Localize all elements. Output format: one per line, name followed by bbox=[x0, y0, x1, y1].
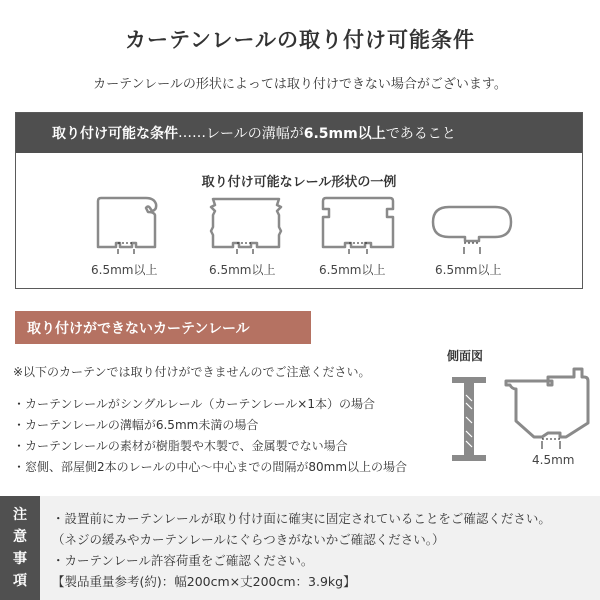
condition-text-post: であること bbox=[385, 126, 456, 142]
caution-tag-char: 事 bbox=[13, 551, 27, 567]
caution-tag bbox=[0, 496, 40, 600]
condition-dots: …… bbox=[178, 125, 206, 141]
caution-tag-char: 意 bbox=[13, 529, 27, 545]
rail-label-3: 6.5mm以上 bbox=[319, 263, 386, 277]
side-profile-rail-icon bbox=[500, 363, 592, 453]
page-subtitle: カーテンレールの形状によっては取り付けできない場合がございます。 bbox=[93, 77, 507, 92]
rail-label-2: 6.5mm以上 bbox=[209, 263, 276, 277]
rail-shape-4-icon bbox=[427, 193, 517, 255]
list-item: ・カーテンレールの溝幅が6.5mm未満の場合 bbox=[13, 418, 259, 432]
condition-text-pre: レールの溝幅が bbox=[206, 126, 304, 142]
side-view-dimension: 4.5mm bbox=[532, 453, 575, 467]
rail-shape-1-icon bbox=[88, 193, 168, 255]
caution-line: ・カーテンレール許容荷重をご確認ください。 bbox=[52, 553, 314, 568]
caution-tag-char: 項 bbox=[13, 573, 27, 589]
rail-label-1: 6.5mm以上 bbox=[91, 263, 158, 277]
condition-header bbox=[16, 113, 582, 153]
rail-shape-3-icon bbox=[313, 193, 403, 255]
condition-label: 取り付け可能な条件 bbox=[52, 126, 178, 142]
examples-title: 取り付け可能なレール形状の一例 bbox=[201, 175, 397, 190]
ng-bullet-list bbox=[13, 394, 407, 478]
caution-line: （ネジの緩みやカーテンレールにぐらつきがないかご確認ください。） bbox=[52, 532, 445, 547]
caution-footer bbox=[0, 496, 600, 600]
ng-rail-tag: 取り付けができないカーテンレール bbox=[15, 311, 311, 344]
condition-text-bold: 6.5mm以上 bbox=[303, 126, 386, 142]
caution-tag-char: 注 bbox=[13, 507, 27, 523]
list-item: ・カーテンレールがシングルレール（カーテンレール×1本）の場合 bbox=[13, 397, 375, 411]
caution-line: 【製品重量参考(約)：幅200cm×丈200cm：3.9kg】 bbox=[52, 574, 356, 589]
page-title: カーテンレールの取り付け可能条件 bbox=[124, 28, 475, 52]
list-item: ・窓側、部屋側2本のレールの中心〜中心までの間隔が80mm以上の場合 bbox=[13, 460, 408, 474]
caution-text bbox=[52, 508, 551, 592]
i-beam-rail-icon bbox=[448, 373, 492, 465]
ng-note: ※以下のカーテンでは取り付けができませんのでご注意ください。 bbox=[13, 365, 371, 379]
caution-line: ・設置前にカーテンレールが取り付け面に確実に固定されていることをご確認ください。 bbox=[52, 511, 551, 526]
list-item: ・カーテンレールの素材が樹脂製や木製で、金属製でない場合 bbox=[13, 439, 348, 453]
side-view-title: 側面図 bbox=[447, 349, 484, 363]
rail-shape-2-icon bbox=[201, 193, 291, 255]
condition-panel bbox=[15, 112, 583, 289]
rail-label-4: 6.5mm以上 bbox=[435, 263, 502, 277]
